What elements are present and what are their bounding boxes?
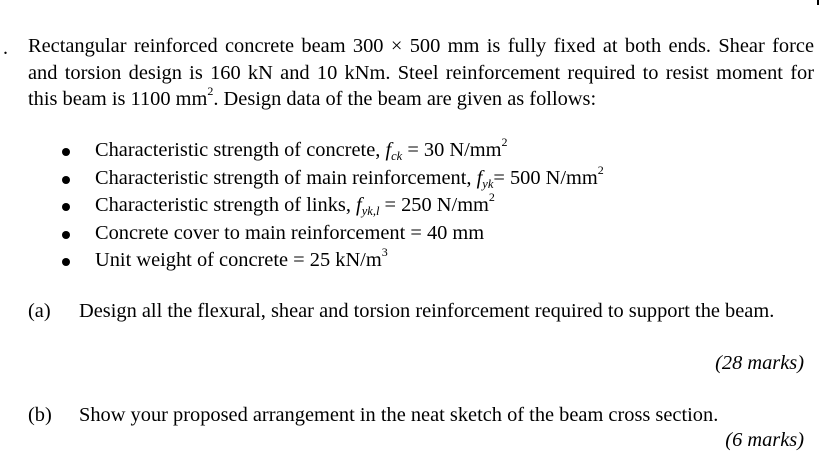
list-item-text [95,220,484,248]
intro-text-end: . Design data of the beam are given as follows: [213,88,597,110]
part-b-marks: (6 marks) [725,429,804,451]
item-subscript: ck [391,149,403,163]
bullet-dot [62,176,70,184]
bullet-dot [62,258,70,266]
list-item-text [95,247,388,275]
item-value: = 250 N/mm [379,194,489,216]
item-symbol: f [356,194,362,216]
list-item-text [95,137,508,165]
item-label: Characteristic strength of concrete, [95,139,386,161]
part-b [0,402,824,430]
item-label: Unit weight of concrete = 25 kN/m [95,249,382,271]
item-value: = 30 N/mm [402,139,502,161]
item-label: Characteristic strength of links, [95,194,357,216]
list-item-text [95,162,604,193]
part-b-text: Show your proposed arrangement in the neat sketch of the beam cross section. [79,404,719,426]
item-value: = 500 N/mm [493,166,598,189]
bullet-dot [62,148,70,156]
page-edge-mark [817,0,819,5]
item-subscript: yk [482,176,494,191]
intro-text: Rectangular reinforced concrete beam 300 × 500 mm is fully fixed at both ends. Shear force and torsion design is 160 kN and 10 kNm. Steel reinforcement required to resist moment for this beam is 1100 mm [28,35,814,110]
item-symbol: f [476,166,483,189]
item-label: Concrete cover to main reinforcement = 40 mm [95,221,485,244]
list-item-text [95,192,495,220]
bullet-dot [62,203,70,211]
item-symbol: f [385,139,392,161]
question-intro [28,33,814,113]
item-superscript: 2 [597,162,604,177]
item-subscript: yk,l [361,204,380,218]
part-b-label: (b) [28,404,52,426]
item-superscript: 3 [381,245,388,260]
part-a-marks: (28 marks) [715,352,804,374]
part-a-label: (a) [28,300,51,322]
item-superscript: 2 [501,135,508,150]
bullet-dot [62,231,70,239]
part-a-text: Design all the flexural, shear and torsion reinforcement required to support the beam. [79,300,775,322]
question-bullet: . [3,37,8,59]
item-superscript: 2 [488,190,495,205]
part-a [0,298,824,358]
item-label: Characteristic strength of main reinforcement, [95,166,477,189]
intro-superscript: 2 [207,84,214,99]
